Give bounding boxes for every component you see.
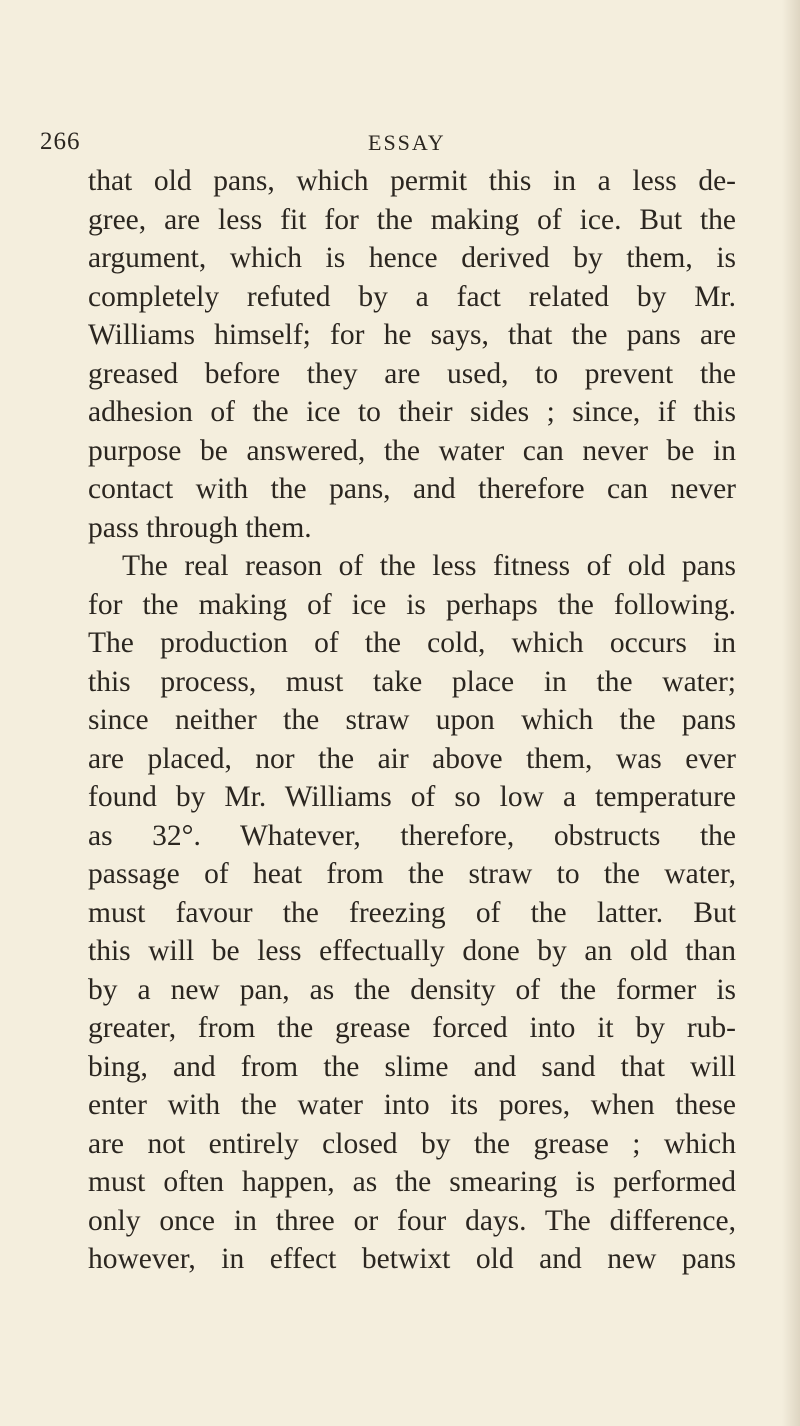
text-line: that old pans, which permit this in a less de- xyxy=(88,165,736,197)
text-line: this will be less effectually done by an old than xyxy=(88,935,736,967)
text-line: since neither the straw upon which the pans xyxy=(88,704,736,736)
text-line: greased before they are used, to prevent the xyxy=(88,357,736,390)
text-line: must favour the freezing of the latter. But xyxy=(88,896,736,929)
text-line: Williams himself; for he says, that the pans are xyxy=(88,319,736,351)
text-line: are not entirely closed by the grease ; which xyxy=(88,1127,736,1160)
text-line: are placed, nor the air above them, was ever xyxy=(88,742,736,775)
text-line: found by Mr. Williams of so low a temperature xyxy=(88,781,736,813)
text-line: passage of heat from the straw to the water, xyxy=(88,858,736,890)
text-line: argument, which is hence derived by them, is xyxy=(88,242,736,274)
text-line: greater, from the grease forced into it by rub- xyxy=(88,1012,736,1044)
text-line: purpose be answered, the water can never be in xyxy=(88,434,736,467)
text-line: however, in effect betwixt old and new pans xyxy=(88,1243,736,1275)
running-head: ESSAY xyxy=(368,130,446,155)
text-line: for the making of ice is perhaps the following. xyxy=(88,588,736,621)
page-edge-shadow xyxy=(782,0,800,1426)
text-line: contact with the pans, and therefore can never xyxy=(88,473,736,505)
text-line: only once in three or four days. The difference, xyxy=(88,1204,736,1237)
text-line: as 32°. Whatever, therefore, obstructs the xyxy=(88,819,736,852)
text-line: completely refuted by a fact related by Mr. xyxy=(88,280,736,313)
text-line: enter with the water into its pores, when these xyxy=(88,1089,736,1121)
body-text xyxy=(88,162,736,1279)
text-line-paragraph-end: pass through them. xyxy=(88,511,312,544)
text-line: bing, and from the slime and sand that will xyxy=(88,1050,736,1083)
text-line: this process, must take place in the water; xyxy=(88,665,736,698)
text-line-paragraph-start: The real reason of the less fitness of old pans xyxy=(122,550,736,582)
text-line: The production of the cold, which occurs in xyxy=(88,627,736,659)
text-line: must often happen, as the smearing is performed xyxy=(88,1166,736,1198)
page-number: 266 xyxy=(40,128,81,155)
text-line: gree, are less fit for the making of ice. But the xyxy=(88,203,736,236)
text-line: by a new pan, as the density of the former is xyxy=(88,973,736,1006)
text-line: adhesion of the ice to their sides ; since, if this xyxy=(88,396,736,428)
